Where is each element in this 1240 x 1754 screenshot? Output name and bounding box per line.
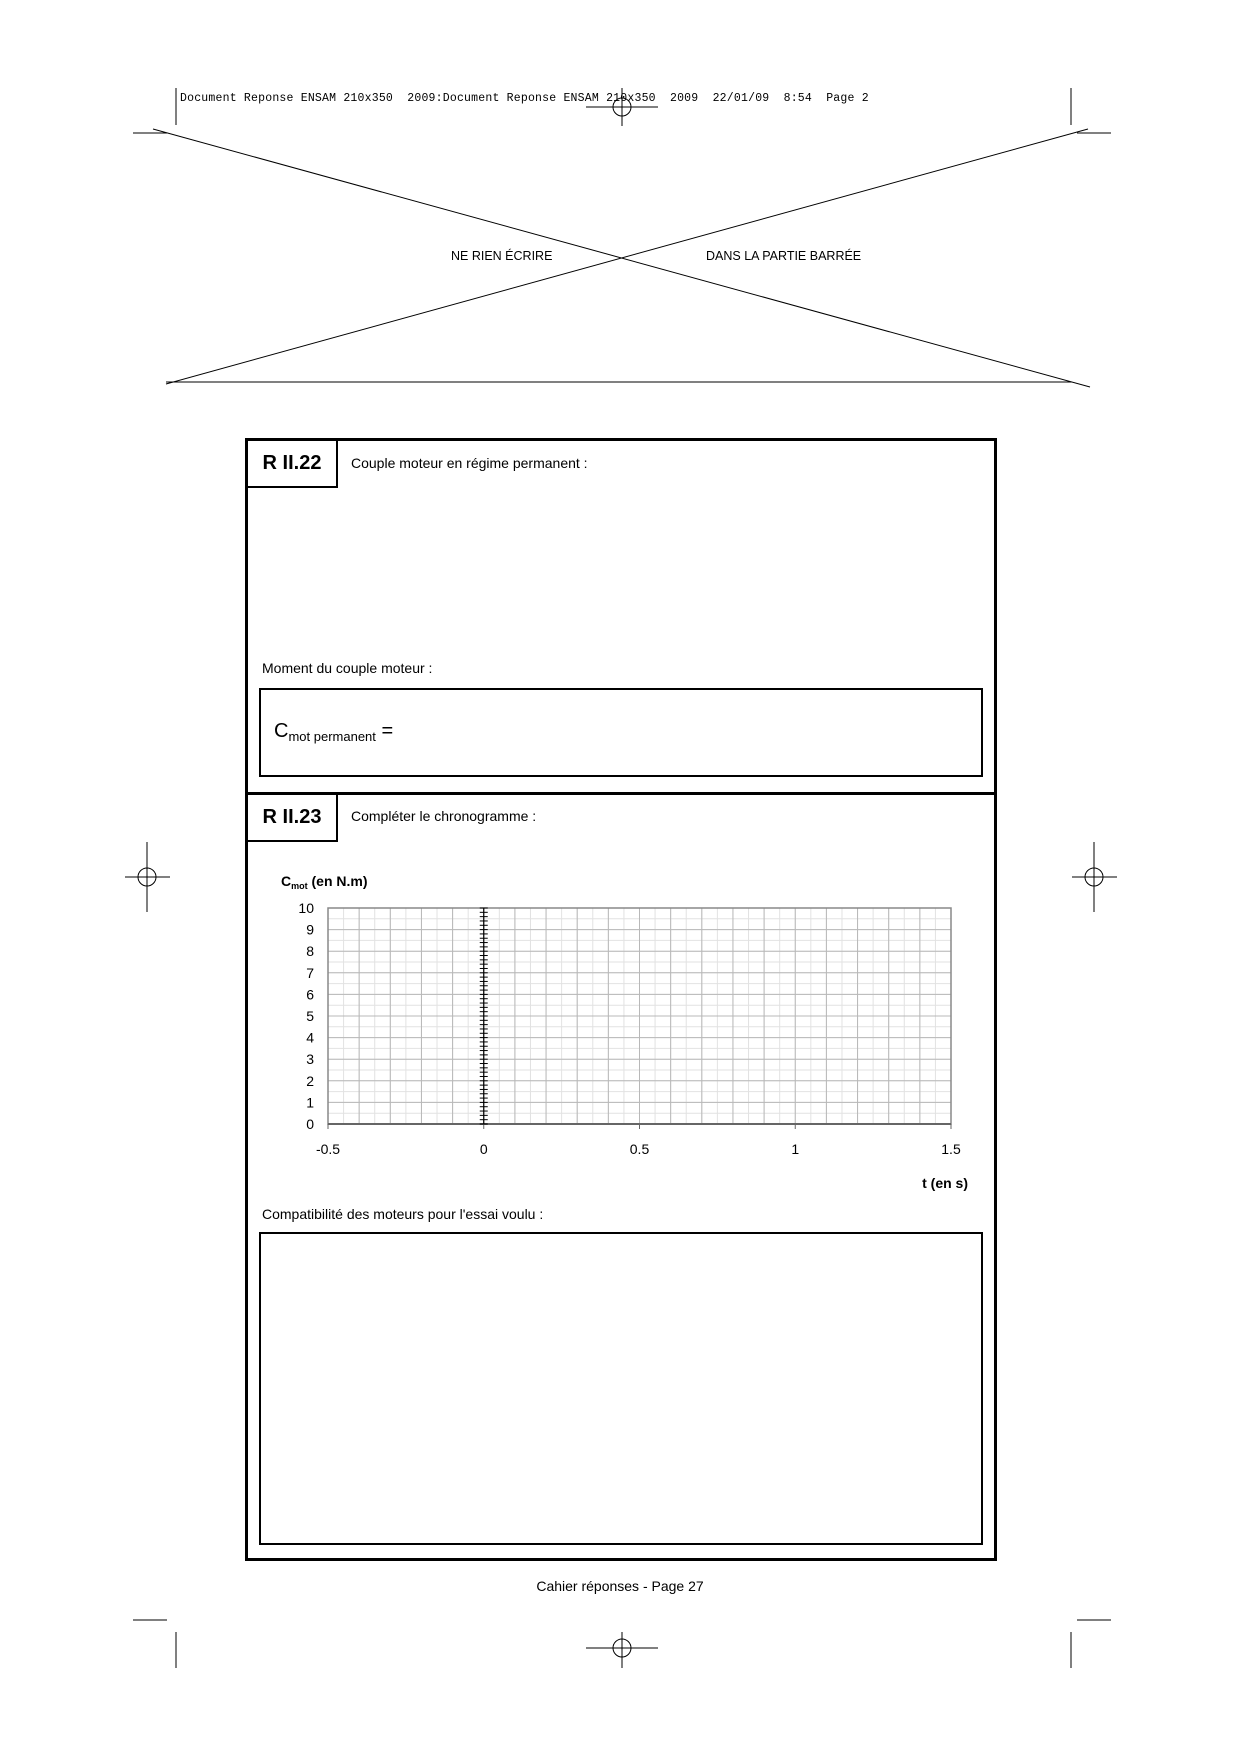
page-footer: Cahier réponses - Page 27 [536,1578,704,1594]
y-tick-label: 4 [306,1029,314,1046]
y-tick-label: 0 [306,1116,314,1132]
q22-instruction: Couple moteur en régime permanent : [351,455,588,471]
y-tick-label: 9 [306,921,314,938]
y-tick-label: 6 [306,986,314,1003]
compat-label: Compatibilité des moteurs pour l'essai voulu : [262,1206,544,1222]
y-tick-label: 5 [306,1008,314,1024]
compat-answer-box[interactable] [259,1232,983,1545]
formula-subscript: mot permanent [288,729,376,744]
x-tick-label: -0.5 [315,1141,341,1157]
y-tick-label: 3 [306,1051,314,1068]
chart-x-axis-label: t (en s) [922,1175,968,1191]
question-tag-r-ii-23: R II.23 [248,795,338,842]
x-tick-label: 0.5 [629,1141,650,1157]
y-tick-label: 8 [306,943,314,960]
formula-equals: = [381,720,394,742]
y-tick-label: 10 [298,900,314,916]
y-tick-label: 7 [306,964,314,981]
x-tick-label: 1.5 [941,1141,961,1157]
y-label-unit: (en N.m) [311,873,368,889]
y-label-subscript: mot [291,881,308,891]
x-tick-label: 0 [479,1141,488,1157]
banner-left-text: NE RIEN ÉCRIRE [451,249,553,263]
y-tick-label: 1 [306,1094,314,1111]
q23-instruction: Compléter le chronogramme : [351,808,537,824]
banner-right-text: DANS LA PARTIE BARRÉE [706,249,862,263]
moment-label: Moment du couple moteur : [262,660,433,676]
formula-symbol: C [274,720,289,742]
question-tag-r-ii-22: R II.22 [248,441,338,488]
slug-line: Document Reponse ENSAM 210x350 2009:Document Reponse ENSAM 210x350 2009 22/01/09 8:54 Page 2 [180,92,869,105]
x-tick-label: 1 [791,1141,800,1157]
y-label-symbol: C [281,873,292,889]
y-tick-label: 2 [306,1072,314,1089]
